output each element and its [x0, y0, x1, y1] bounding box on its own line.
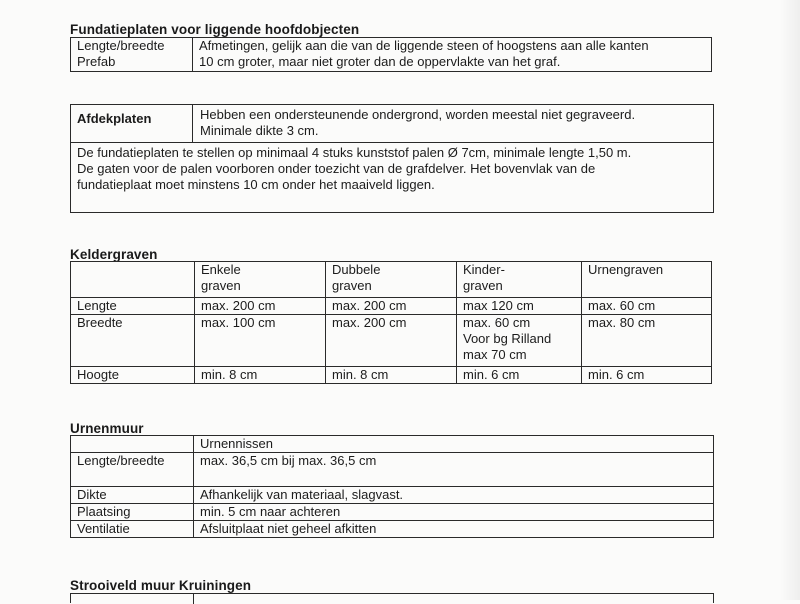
- table-row: [71, 298, 712, 315]
- table-cell: Plaatsing: [71, 504, 194, 521]
- table-row: [71, 504, 714, 521]
- afdekplaten-note: De fundatieplaten te stellen op minimaal 4 stuks kunststof palen Ø 7cm, minimale lengte 1,50 m. De gaten voor de palen voorboren onder toezicht van de grafdelver. Het bovenvlak van de fundatieplaat moet minstens 10 cm onder het maaiveld liggen.: [77, 145, 632, 192]
- table-cell: Afsluitplaat niet geheel afkitten: [194, 521, 714, 538]
- table-cell: Hoogte: [71, 367, 195, 384]
- table-cell: max 120 cm: [457, 298, 582, 315]
- fundatieplaten-text: Afmetingen, gelijk aan die van de liggende steen of hoogstens aan alle kanten 10 cm groter, maar niet groter dan de oppervlakte van het graf.: [193, 38, 712, 72]
- strooiveld-column-divider: [193, 594, 194, 604]
- table-header-cell: Enkele graven: [195, 262, 326, 298]
- table-cell: max. 200 cm: [326, 315, 457, 367]
- table-cell: max. 100 cm: [195, 315, 326, 367]
- table-cell: min. 8 cm: [195, 367, 326, 384]
- table-row: [71, 367, 712, 384]
- afdekplaten-text: Hebben een ondersteunende ondergrond, worden meestal niet gegraveerd. Minimale dikte 3 cm.: [200, 107, 636, 138]
- table-cell: max. 60 cm: [582, 298, 712, 315]
- afdekplaten-divider: [193, 142, 713, 143]
- table-cell: min. 8 cm: [326, 367, 457, 384]
- table-cell: min. 6 cm: [457, 367, 582, 384]
- table-cell: Afhankelijk van materiaal, slagvast.: [194, 487, 714, 504]
- table-cell: max. 60 cm Voor bg Rilland max 70 cm: [457, 315, 582, 367]
- table-cell: max. 80 cm: [582, 315, 712, 367]
- table-cell: max. 200 cm: [326, 298, 457, 315]
- table-header-cell: [71, 262, 195, 298]
- fundatieplaten-label: Lengte/breedte Prefab: [71, 38, 193, 72]
- table-row: [71, 315, 712, 367]
- table-row: [71, 521, 714, 538]
- section-title-keldergraven: Keldergraven: [70, 247, 158, 262]
- strooiveld-table-top: [70, 593, 714, 603]
- urnenmuur-table: [70, 435, 714, 538]
- table-cell: max. 200 cm: [195, 298, 326, 315]
- afdekplaten-label: Afdekplaten: [71, 105, 193, 143]
- table-header-cell: Urnengraven: [582, 262, 712, 298]
- table-cell: Lengte/breedte: [71, 453, 194, 487]
- scan-edge-shadow: [780, 0, 800, 600]
- keldergraven-table: [70, 261, 712, 384]
- table-cell: max. 36,5 cm bij max. 36,5 cm: [194, 453, 714, 487]
- table-header-cell: Urnennissen: [194, 436, 714, 453]
- section-title-fundatieplaten: Fundatieplaten voor liggende hoofdobjecten: [70, 22, 360, 37]
- table-header-cell: Kinder- graven: [457, 262, 582, 298]
- table-cell: Ventilatie: [71, 521, 194, 538]
- table-cell: min. 6 cm: [582, 367, 712, 384]
- table-header-cell: Dubbele graven: [326, 262, 457, 298]
- table-cell: Dikte: [71, 487, 194, 504]
- table-cell: Breedte: [71, 315, 195, 367]
- table-header-cell: [71, 436, 194, 453]
- afdekplaten-box: [70, 104, 714, 213]
- table-cell: min. 5 cm naar achteren: [194, 504, 714, 521]
- table-header-row: [71, 262, 712, 298]
- table-row: [71, 453, 714, 487]
- section-title-strooiveld: Strooiveld muur Kruiningen: [70, 578, 252, 593]
- table-header-row: [71, 436, 714, 453]
- table-cell: Lengte: [71, 298, 195, 315]
- fundatieplaten-table: [70, 37, 712, 72]
- table-row: [71, 487, 714, 504]
- section-title-urnenmuur: Urnenmuur: [70, 421, 144, 436]
